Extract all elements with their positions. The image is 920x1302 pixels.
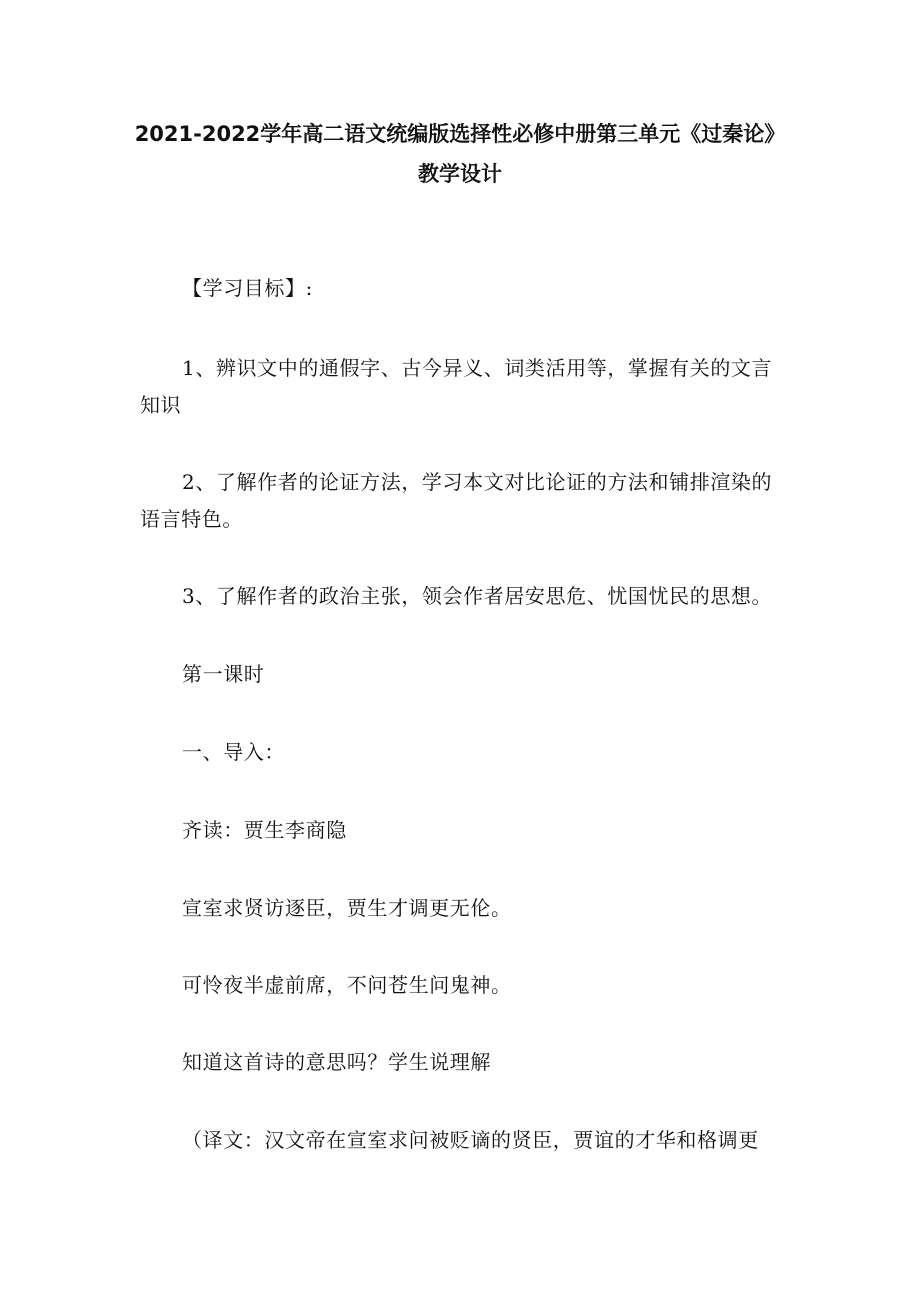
objective-1: 1、辨识文中的通假字、古今异义、词类活用等，掌握有关的文言知识 (140, 356, 773, 417)
poem-line-2: 可怜夜半虚前席，不问苍生问鬼神。 (182, 973, 512, 997)
document-title-line-2: 教学设计 (418, 162, 502, 186)
learning-objectives-heading: 【学习目标】: (182, 276, 313, 300)
poem-line-1: 宣室求贤访逐臣，贾生才调更无伦。 (182, 896, 512, 920)
objective-2: 2、了解作者的论证方法，学习本文对比论证的方法和铺排渲染的语言特色。 (140, 470, 773, 531)
objective-3: 3、了解作者的政治主张，领会作者居安思危、忧国忧民的思想。 (182, 584, 773, 608)
question-line: 知道这首诗的意思吗？学生说理解 (182, 1050, 491, 1074)
document-title-line-1: 2021-2022学年高二语文统编版选择性必修中册第三单元《过秦论》 (134, 122, 786, 146)
reading-line: 齐读：贾生李商隐 (182, 818, 347, 842)
lesson-heading: 第一课时 (182, 662, 265, 686)
translation-line: （译文：汉文帝在宣室求问被贬谪的贤臣，贾谊的才华和格调更 (182, 1128, 759, 1152)
section-heading-intro: 一、导入： (182, 740, 285, 764)
